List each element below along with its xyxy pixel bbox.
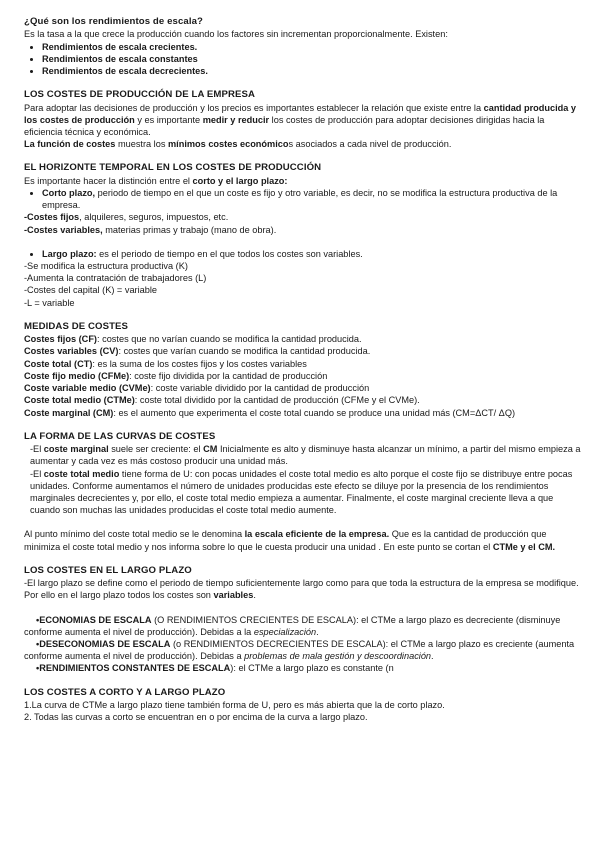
escala-item: •DESECONOMIAS DE ESCALA (o RENDIMIENTOS DECRECIENTES DE ESCALA): el CTMe a largo plazo es creciente (aumenta conforme aumenta el nivel de producción). Debidas a problemas de mala gestión y descoordinación. — [24, 638, 575, 662]
paragraph: Es importante hacer la distinción entre el corto y el largo plazo: — [24, 175, 288, 186]
paragraph: 2. Todas las curvas a corto se encuentran en o por encima de la curva a largo plazo. — [24, 712, 368, 723]
paragraph: Al punto mínimo del coste total medio se le denomina la escala eficiente de la empresa. Que es la cantidad de producción que minimiza el coste total medio y nos informa sobre lo que le cuesta producir una unidad . En este punto se cortan el CTMe y el CM. — [24, 529, 556, 552]
section-medidas-costes — [24, 321, 584, 419]
section-largo-plazo — [24, 565, 584, 675]
paragraph: La función de costes muestra los mínimos costes económicos asociados a cada nivel de producción. — [24, 139, 452, 150]
definition-row: Costes variables (CV): costes que varían cuando se modifica la cantidad producida. — [24, 346, 371, 357]
paragraph: Para adoptar las decisiones de producción y los precios es importantes establecer la relación que existe entre la cantidad producida y los costes de producción y es importante medir y reducir los costes de producción para adoptar decisiones dirigidas hacia la eficiencia técnica y económica. — [24, 102, 577, 138]
definition-row: Coste marginal (CM): es el aumento que experimenta el coste total cuando se produce una unidad más (CM=ΔCT/ ΔQ) — [24, 407, 516, 418]
section-rendimientos — [24, 16, 584, 77]
paragraph: 1.La curva de CTMe a largo plazo tiene también forma de U, pero es más abierta que la de corto plazo. — [24, 699, 445, 710]
paragraph: -Costes del capital (K) = variable — [24, 285, 158, 296]
definition-row: Coste total medio (CTMe): coste total dividido por la cantidad de producción (CFMe y el CVMe). — [24, 395, 420, 406]
list-item: • Largo plazo: es el periodo de tiempo en el que todos los costes son variables. — [42, 248, 584, 260]
escala-item: •RENDIMIENTOS CONSTANTES DE ESCALA): el CTMe a largo plazo es constante (n — [36, 663, 394, 674]
paragraph: Es la tasa a la que crece la producción cuando los factores sin incrementan proporcionalmente. Existen: — [24, 29, 448, 40]
section-title: ¿Qué son los rendimientos de escala? — [24, 16, 203, 27]
paragraph: -Se modifica la estructura productiva (K) — [24, 261, 188, 272]
list-item: • Corto plazo, periodo de tiempo en el que un coste es fijo y otro variable, es decir, no se modifica la estructura productiva de la empresa. — [42, 187, 584, 211]
section-title: MEDIDAS DE COSTES — [24, 320, 129, 332]
section-title: LOS COSTES A CORTO Y A LARGO PLAZO — [24, 686, 226, 698]
bullet-list — [24, 187, 584, 211]
section-title: LA FORMA DE LAS CURVAS DE COSTES — [24, 430, 216, 442]
paragraph: -El coste marginal suele ser creciente: el CM Inicialmente es alto y disminuye hasta alcanzar un mínimo, a partir del mismo empieza a aumentar y cada vez es más costoso producir una unidad más. — [30, 444, 581, 467]
document-page — [24, 16, 584, 723]
section-costes-produccion — [24, 89, 584, 150]
paragraph: -Aumenta la contratación de trabajadores (L) — [24, 273, 207, 284]
list-item: • Rendimientos de escala decrecientes. — [42, 65, 584, 77]
section-forma-curvas — [24, 431, 584, 553]
section-horizonte-temporal — [24, 162, 584, 308]
escala-item: •ECONOMIAS DE ESCALA (O RENDIMIENTOS CRECIENTES DE ESCALA): el CTMe a largo plazo es decreciente (disminuye conforme aumenta el nivel de producción). Debidas a la especialización. — [24, 614, 561, 637]
list-item: • Rendimientos de escala constantes — [42, 53, 584, 65]
definition-row: Coste total (CT): es la suma de los costes fijos y los costes variables — [24, 358, 307, 369]
list-item: • Rendimientos de escala crecientes. — [42, 41, 584, 53]
paragraph: -L = variable — [24, 297, 75, 308]
paragraph: -El coste total medio tiene forma de U: con pocas unidades el coste total medio es alto porque el coste fijo se distribuye entre pocas unidades. Conforme aumentamos el número de unidades producidas este efecto se diluye por la presencia de los rendimientos marginales decrecientes y, por ello, el coste total medio empieza a aumentar. Finalmente, el coste marginal creciente lleva a que cuando son muchas las unidades producidas el coste total medio aumente. — [30, 468, 573, 516]
section-title: EL HORIZONTE TEMPORAL EN LOS COSTES DE PRODUCCIÓN — [24, 162, 322, 174]
definition-row: Coste fijo medio (CFMe): coste fijo dividida por la cantidad de producción — [24, 370, 328, 381]
section-title: LOS COSTES DE PRODUCCIÓN DE LA EMPRESA — [24, 89, 256, 101]
bullet-list — [24, 248, 584, 260]
definition-row: Coste variable medio (CVMe): coste variable dividido por la cantidad de producción — [24, 383, 370, 394]
paragraph: -Costes variables, materias primas y trabajo (mano de obra). — [24, 224, 277, 235]
section-title: LOS COSTES EN EL LARGO PLAZO — [24, 564, 192, 576]
paragraph: -El largo plazo se define como el periodo de tiempo suficientemente largo como para que toda la estructura de la empresa se modifique. Por ello en el largo plazo todos los costes son variables. — [24, 578, 579, 601]
definition-row: Costes fijos (CF): costes que no varían cuando se modifica la cantidad producida. — [24, 334, 362, 345]
paragraph: -Costes fijos, alquileres, seguros, impuestos, etc. — [24, 212, 229, 223]
bullet-list — [24, 41, 584, 78]
section-corto-largo — [24, 687, 584, 724]
